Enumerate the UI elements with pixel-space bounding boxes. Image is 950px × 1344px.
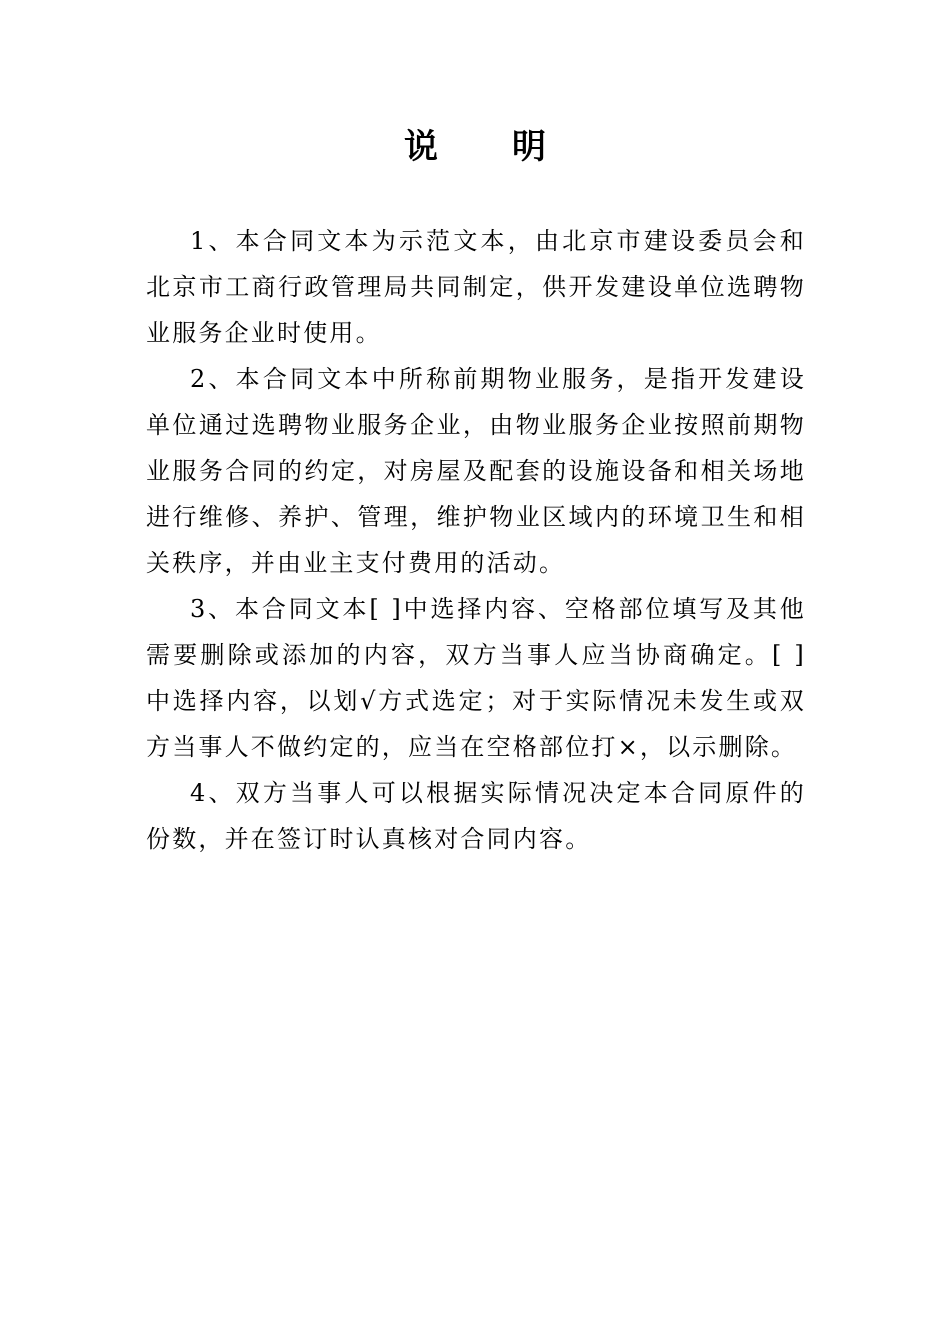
paragraph-4: 4、双方当事人可以根据实际情况决定本合同原件的份数，并在签订时认真核对合同内容。: [146, 779, 806, 853]
paragraph-3: 3、本合同文本[ ]中选择内容、空格部位填写及其他需要删除或添加的内容，双方当事人应当协商确定。[ ]中选择内容，以划√方式选定；对于实际情况未发生或双方当事人不做约定的，应当在空格部位打×，以示删除。: [146, 595, 806, 761]
paragraph-2: 2、本合同文本中所称前期物业服务，是指开发建设单位通过选聘物业服务企业，由物业服务企业按照前期物业服务合同的约定，对房屋及配套的设施设备和相关场地进行维修、养护、管理，维护物业区域内的环境卫生和相关秩序，并由业主支付费用的活动。: [146, 365, 806, 577]
page-title: 说明: [404, 127, 620, 167]
document-body: [146, 218, 806, 862]
paragraph-1: 1、本合同文本为示范文本，由北京市建设委员会和北京市工商行政管理局共同制定，供开发建设单位选聘物业服务企业时使用。: [146, 227, 806, 347]
